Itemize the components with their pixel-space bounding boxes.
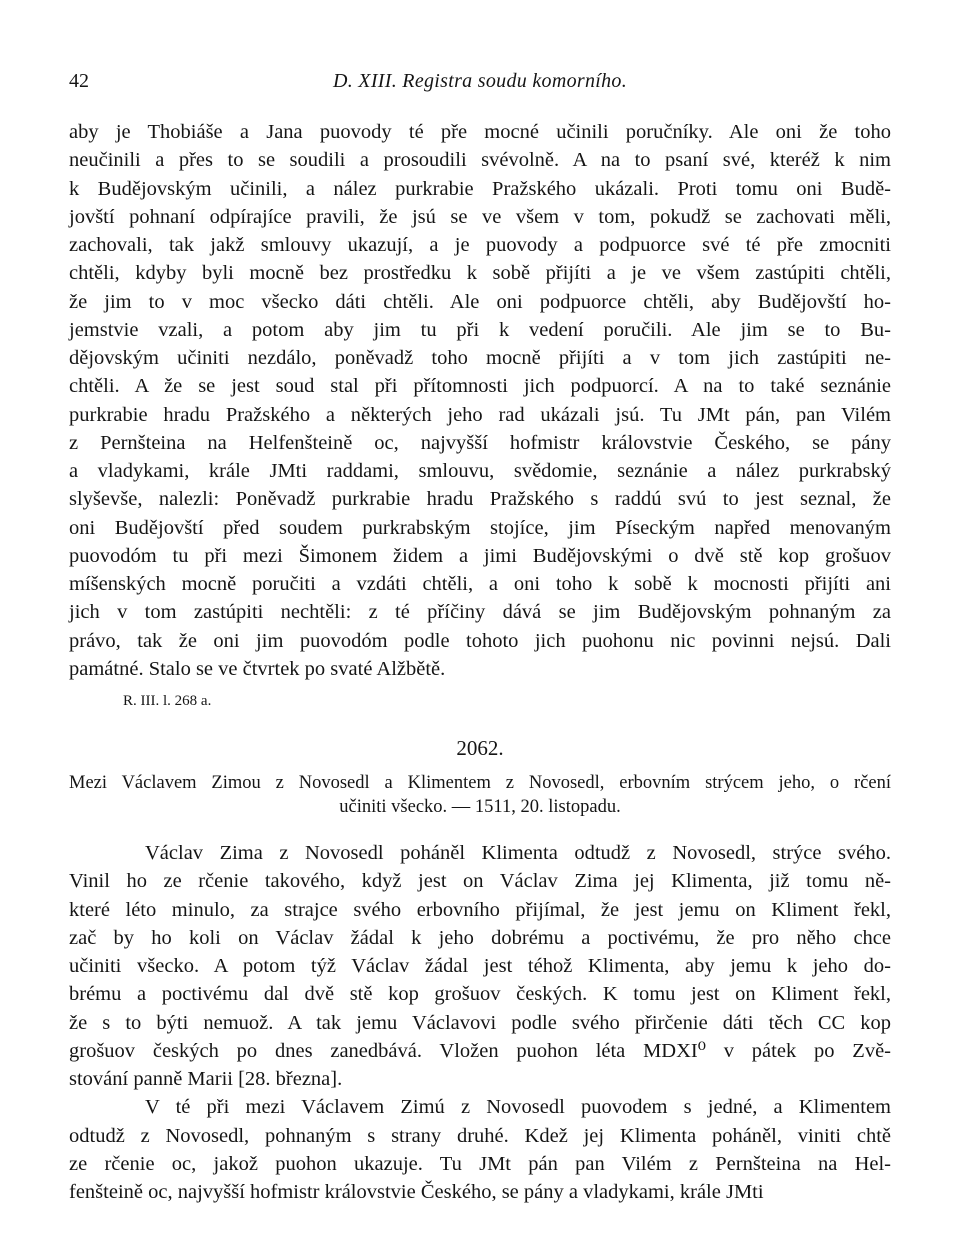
text-line: chtěli. A že se jest soud stal při přítomnosti jich podpuorcí. A na to také seznánie [69,375,891,398]
entry-summary [69,771,891,819]
text-line: Vinil ho ze rčenie takového, když jest on Václav Zima jej Klimenta, již tomu ně- [69,870,891,893]
text-line: míšenských mocně poručiti a vzdáti chtěli, a oni toho k sobě k mocnosti přijíti ani [69,573,891,595]
text-line: jich v tom zastúpiti nechtěli: z té příčiny dává se jim Budějovským pohnaným za [69,601,891,624]
summary-line: učiniti všecko. — 1511, 20. listopadu. [339,797,621,817]
text-line: zač by ho koli on Václav žádal k jeho dobrému a poctivému, že pro něho chce [69,926,891,949]
text-line: grošuov českých po dnes zanedbává. Vložen puohon léta MDXI⁰ v pátek po Zvě- [69,1039,891,1062]
text-line: které léto minulo, za strajce svého erbovního přijímal, že jest jemu on Kliment řekl, [69,898,891,921]
text-line: jovští pohnaní odpírajíce pravili, že jsú se ve všem v tom, pokudž se zachovati měli, [69,205,891,228]
text-line: V té při mezi Václavem Zimú z Novosedl puovodem s jedné, a Klimentem [145,1096,891,1119]
text-line: neučinili a přes to se soudili a prosoudili svévolně. A na to psaní své, kteréž k nim [69,149,891,172]
archive-reference: R. III. l. 268 a. [123,693,212,709]
text-line: učiniti všecko. A potom týž Václav žádal jest téhož Klimenta, aby jemu k jeho do- [69,955,891,977]
continued-entry-text [69,118,891,683]
summary-line: Mezi Václavem Zimou z Novosedl a Klimentem z Novosedl, erbovním strýcem jeho, o rčení [69,773,891,793]
running-head: D. XIII. Registra soudu komorního. [332,70,628,92]
text-line: Václav Zima z Novosedl poháněl Klimenta odtudž z Novosedl, strýce svého. [145,842,891,864]
text-line: aby je Thobiáše a Jana puovody té pře mocné učinili poručníky. Ale oni že toho [69,121,891,143]
page-header [69,70,891,98]
text-line: oni Budějovští před soudem purkrabským stojíce, jim Píseckým napřed menovaným [69,516,891,539]
text-line: brému a poctivému dal dvě stě kop grošuov českých. K tomu jest on Kliment řekl, [69,983,891,1006]
text-line: zachovali, tak jakž smlouvy ukazují, a je puovody a podpuorce své té pře zmocniti [69,234,891,256]
text-line: ze rčenie oc, jakož puohon ukazuje. Tu JMt pán pan Vilém z Pernšteina na Hel- [69,1152,891,1175]
text-line: k Budějovským učinili, a nález purkrabie Pražského ukázali. Proti tomu oni Budě- [69,177,891,200]
text-line: dějovským učiniti nezdálo, poněvadž toho mocně přijíti a v tom jich zastúpiti ne- [69,347,891,369]
text-line: stování panně Marii [28. března]. [69,1068,343,1090]
text-line: purkrabie hradu Pražského a některých jeho rad ukázali jsú. Tu JMt pán, pan Vilém [69,403,891,426]
text-line: fenšteině oc, najvyšší hofmistr královstvie Českého, se pány a vladykami, krále JMti [69,1181,764,1203]
text-line: jemstvie vzali, a potom aby jim tu při k vedení poručili. Ale jim se to Bu- [69,318,891,341]
entry-number: 2062. [456,736,504,760]
text-line: že jim to v moc všecko dáti chtěli. Ale oni podpuorce chtěli, aby Budějovští ho- [69,290,891,313]
page-number: 42 [69,70,89,92]
entry-paragraph-2 [69,1093,891,1206]
text-line: že s to býti nemuož. A tak jemu Václavovi podle svého přirčenie dáti těch CC kop [69,1011,891,1034]
text-line: slyševše, nalezli: Poněvadž purkrabie hradu Pražského s raddú svú to jest seznal, že [69,488,891,511]
entry-paragraph-1 [69,839,891,1093]
text-line: puovodóm tu při mezi Šimonem židem a jimi Budějovskými o dvě stě kop grošuov [69,544,891,567]
text-line: památné. Stalo se ve čtvrtek po svaté Alžbětě. [69,657,446,680]
text-line: a vladykami, krále JMti raddami, smlouvu, svědomie, seznánie a nález purkrabský [69,460,891,482]
text-line: z Pernšteina na Helfenšteině oc, najvyšší hofmistr královstvie Českého, se pány [69,431,891,454]
text-line: chtěli, kdyby byli mocně bez prostředku k sobě přijíti a je ve všem zastúpiti chtěli, [69,262,891,285]
page-body [69,118,891,1206]
text-line: odtudž z Novosedl, pohnaným s strany druhé. Kdež jej Klimenta poháněl, viniti chtě [69,1124,891,1147]
text-line: právo, tak že oni jim puovodóm podle tohoto jich puohonu nic povinni nejsú. Dali [69,629,891,652]
